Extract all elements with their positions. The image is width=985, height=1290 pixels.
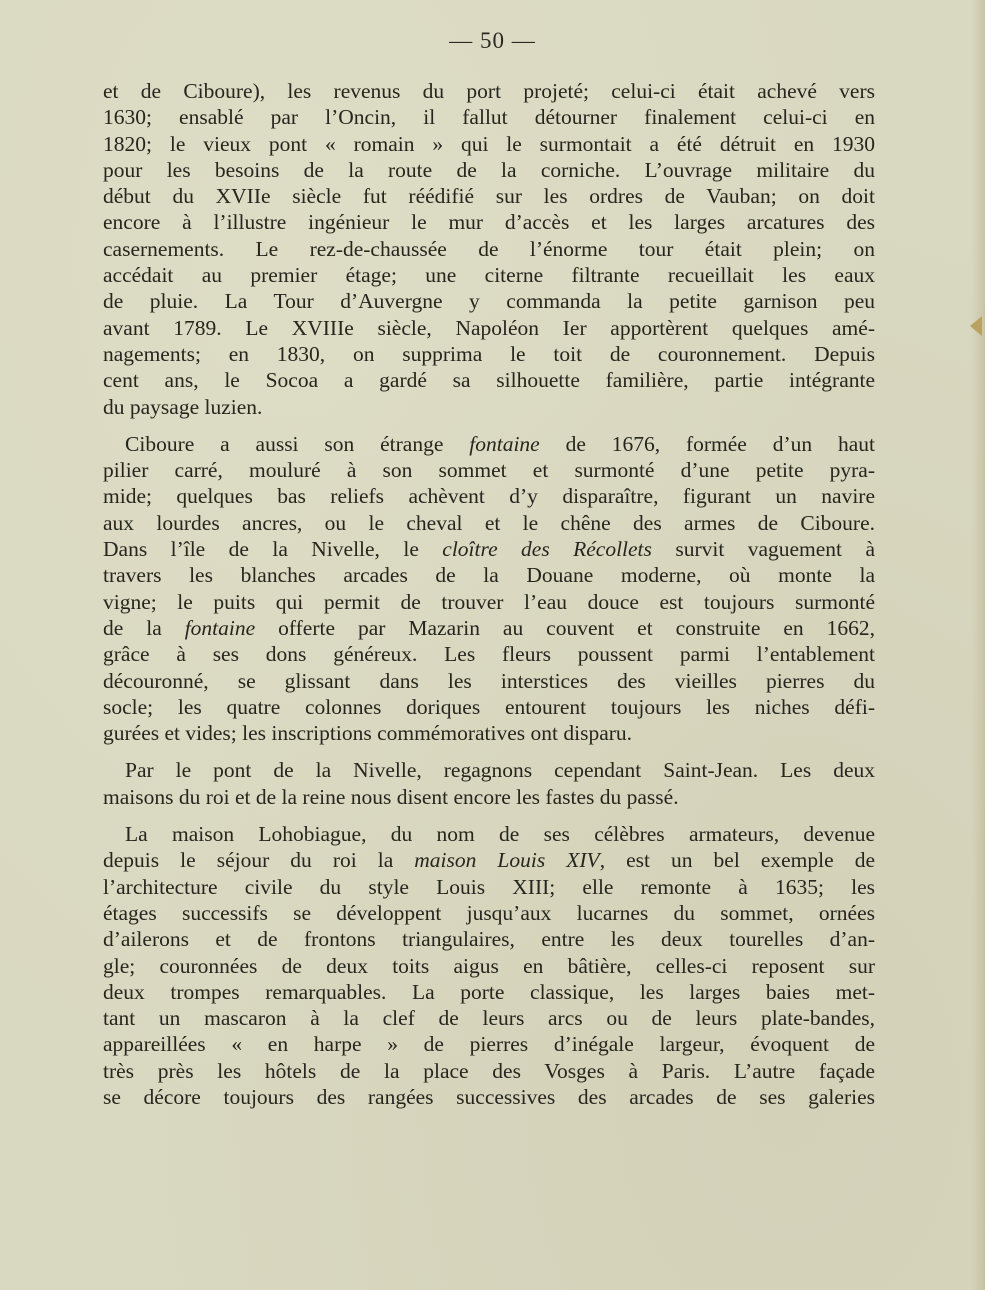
text-line: pilier carré, mouluré à son sommet et surmonté d’une petite pyra- <box>103 458 875 483</box>
text-line: se décore toujours des rangées successives des arcades de ses galeries <box>103 1084 875 1109</box>
text-line: tant un mascaron à la clef de leurs arcs ou de leurs plate-bandes, <box>103 1006 875 1031</box>
page-edge-shadow <box>971 0 985 1290</box>
text-line: depuis le séjour du roi la maison Louis XIV, est un bel exemple de <box>103 848 875 873</box>
text-line: pour les besoins de la route de la corniche. L’ouvrage militaire du <box>103 157 875 182</box>
page-number: — 50 — <box>449 28 536 53</box>
text-line: d’ailerons et de frontons triangulaires, entre les deux tourelles d’an- <box>103 927 875 952</box>
text-line: nagements; en 1830, on supprima le toit de couronnement. Depuis <box>103 341 875 366</box>
paragraph-p3 <box>103 757 875 810</box>
text-line: avant 1789. Le XVIIIe siècle, Napoléon Ier apportèrent quelques amé- <box>103 315 875 340</box>
text-line: encore à l’illustre ingénieur le mur d’accès et les larges arcatures des <box>103 210 875 235</box>
text-line: début du XVIIe siècle fut réédifié sur les ordres de Vauban; on doit <box>103 184 875 209</box>
paragraph-p1 <box>103 78 875 420</box>
text-line: deux trompes remarquables. La porte classique, les larges baies met- <box>103 979 875 1004</box>
text-line: socle; les quatre colonnes doriques entourent toujours les niches défi- <box>103 694 875 719</box>
text-line: gurées et vides; les inscriptions commémoratives ont disparu. <box>103 721 633 746</box>
text-line: du paysage luzien. <box>103 394 263 419</box>
paragraph-p4 <box>103 821 875 1110</box>
italic-phrase: fontaine <box>184 615 256 640</box>
text-line: de pluie. La Tour d’Auvergne y commanda la petite garnison peu <box>103 289 875 314</box>
italic-phrase: fontaine <box>469 431 540 456</box>
text-line: très près les hôtels de la place des Vosges à Paris. L’autre façade <box>103 1058 875 1083</box>
text-line: de la fontaine offerte par Mazarin au couvent et construite en 1662, <box>103 615 875 640</box>
page-edge-tear <box>970 316 982 336</box>
italic-phrase: maison Louis XIV <box>414 848 600 873</box>
italic-phrase: cloître des Récollets <box>442 537 652 562</box>
text-line: mide; quelques bas reliefs achèvent d’y disparaître, figurant un navire <box>103 484 875 509</box>
text-line: Par le pont de la Nivelle, regagnons cependant Saint-Jean. Les deux <box>125 758 875 783</box>
text-line: appareillées « en harpe » de pierres d’inégale largeur, évoquent de <box>103 1032 875 1057</box>
text-line: l’architecture civile du style Louis XIII; elle remonte à 1635; les <box>103 874 875 899</box>
paragraph-gap <box>103 420 875 431</box>
body-text <box>103 78 875 1110</box>
text-line: maisons du roi et de la reine nous disent encore les fastes du passé. <box>103 784 679 809</box>
paragraph-p2 <box>103 431 875 747</box>
text-line: grâce à ses dons généreux. Les fleurs poussent parmi l’entablement <box>103 642 875 667</box>
text-line: étages successifs se développent jusqu’aux lucarnes du sommet, ornées <box>103 900 875 925</box>
text-line: Ciboure a aussi son étrange fontaine de 1676, formée d’un haut <box>125 431 875 456</box>
text-line: découronné, se glissant dans les interstices des vieilles pierres du <box>103 668 875 693</box>
text-line: 1820; le vieux pont « romain » qui le surmontait a été détruit en 1930 <box>103 131 875 156</box>
text-line: 1630; ensablé par l’Oncin, il fallut détourner finalement celui-ci en <box>103 105 875 130</box>
paragraph-gap <box>103 810 875 821</box>
paragraph-gap <box>103 746 875 757</box>
text-line: vigne; le puits qui permit de trouver l’eau douce est toujours surmonté <box>103 589 875 614</box>
text-line: La maison Lohobiague, du nom de ses célèbres armateurs, devenue <box>125 822 875 847</box>
text-line: Dans l’île de la Nivelle, le cloître des Récollets survit vaguement à <box>103 537 875 562</box>
text-line: aux lourdes ancres, ou le cheval et le chêne des armes de Ciboure. <box>103 510 875 535</box>
text-line: accédait au premier étage; une citerne filtrante recueillait les eaux <box>103 263 875 288</box>
text-line: travers les blanches arcades de la Douane moderne, où monte la <box>103 563 875 588</box>
text-line: gle; couronnées de deux toits aigus en bâtière, celles-ci reposent sur <box>103 953 875 978</box>
text-line: casernements. Le rez-de-chaussée de l’énorme tour était plein; on <box>103 236 875 261</box>
text-line: cent ans, le Socoa a gardé sa silhouette familière, partie intégrante <box>103 368 875 393</box>
text-line: et de Ciboure), les revenus du port projeté; celui-ci était achevé vers <box>103 79 875 103</box>
